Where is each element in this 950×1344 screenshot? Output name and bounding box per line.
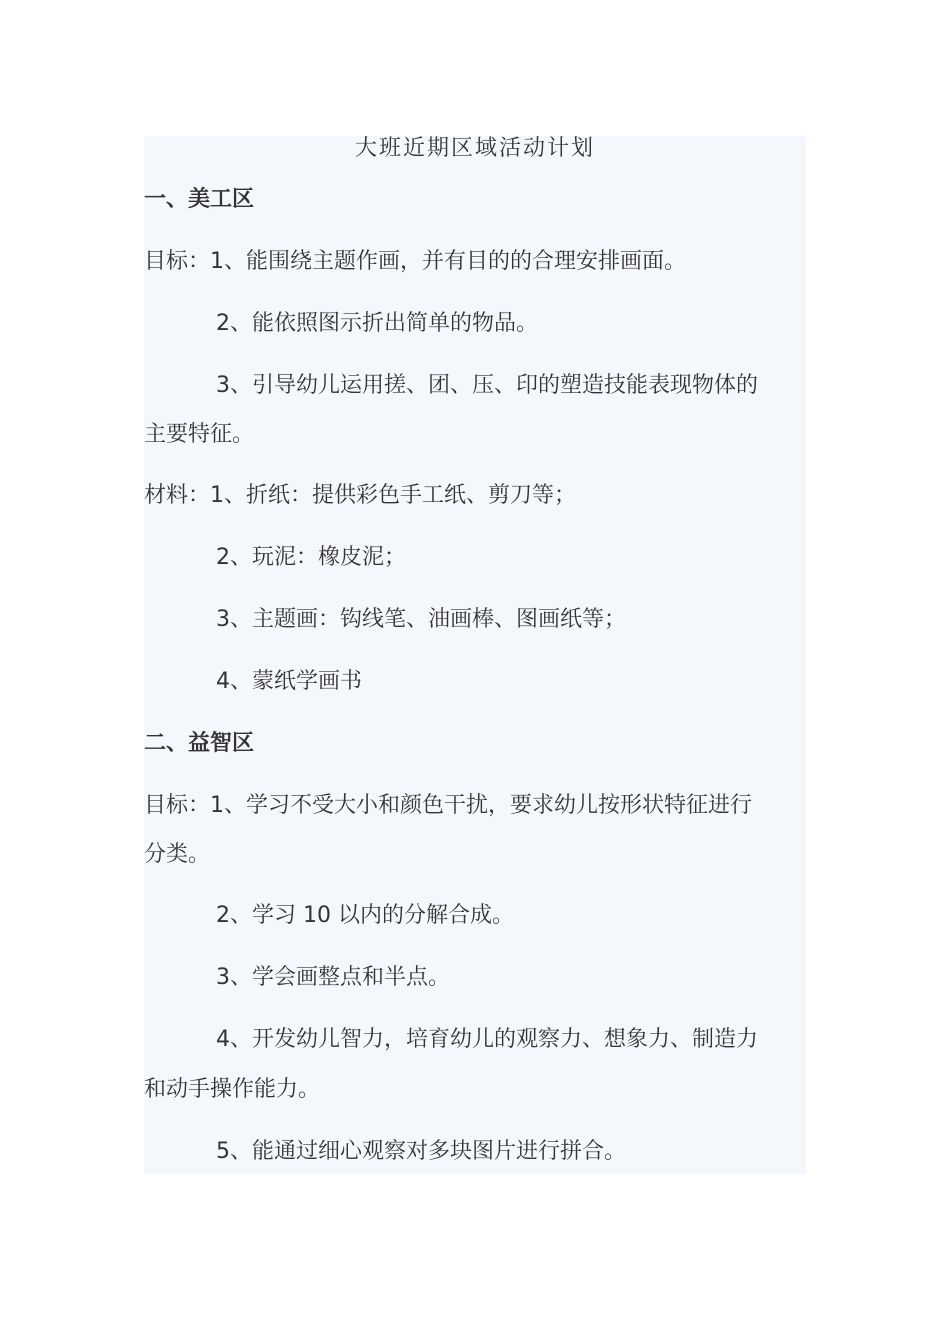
art-goal-3: 3、引导幼儿运用搓、团、压、印的塑造技能表现物体的 — [216, 373, 758, 398]
art-goal-3-continued: 主要特征。 — [144, 422, 255, 447]
puzzle-goal-5: 5、能通过细心观察对多块图片进行拼合。 — [216, 1139, 626, 1164]
art-material-4: 4、蒙纸学画书 — [216, 669, 362, 694]
puzzle-goal-4-continued: 和动手操作能力。 — [144, 1077, 321, 1102]
puzzle-goal-3: 3、学会画整点和半点。 — [216, 965, 450, 990]
section-heading-art: 一、美工区 — [144, 187, 255, 212]
art-goal-2: 2、能依照图示折出简单的物品。 — [216, 311, 538, 336]
puzzle-goal-4: 4、开发幼儿智力，培育幼儿的观察力、想象力、制造力 — [216, 1027, 758, 1052]
document-title: 大班近期区域活动计划 — [354, 136, 595, 161]
puzzle-goal-1: 目标：1、学习不受大小和颜色干扰，要求幼儿按形状特征进行 — [144, 793, 752, 818]
art-goal-1: 目标：1、能围绕主题作画，并有目的的合理安排画面。 — [144, 249, 686, 274]
puzzle-goal-1-continued: 分类。 — [144, 842, 211, 867]
art-material-2: 2、玩泥：橡皮泥； — [216, 545, 406, 570]
document-body — [144, 136, 806, 1174]
puzzle-goal-2: 2、学习 10 以内的分解合成。 — [216, 903, 514, 928]
section-heading-puzzle: 二、益智区 — [144, 731, 255, 756]
art-material-1: 材料：1、折纸：提供彩色手工纸、剪刀等； — [144, 483, 576, 508]
art-material-3: 3、主题画：钩线笔、油画棒、图画纸等； — [216, 607, 626, 632]
